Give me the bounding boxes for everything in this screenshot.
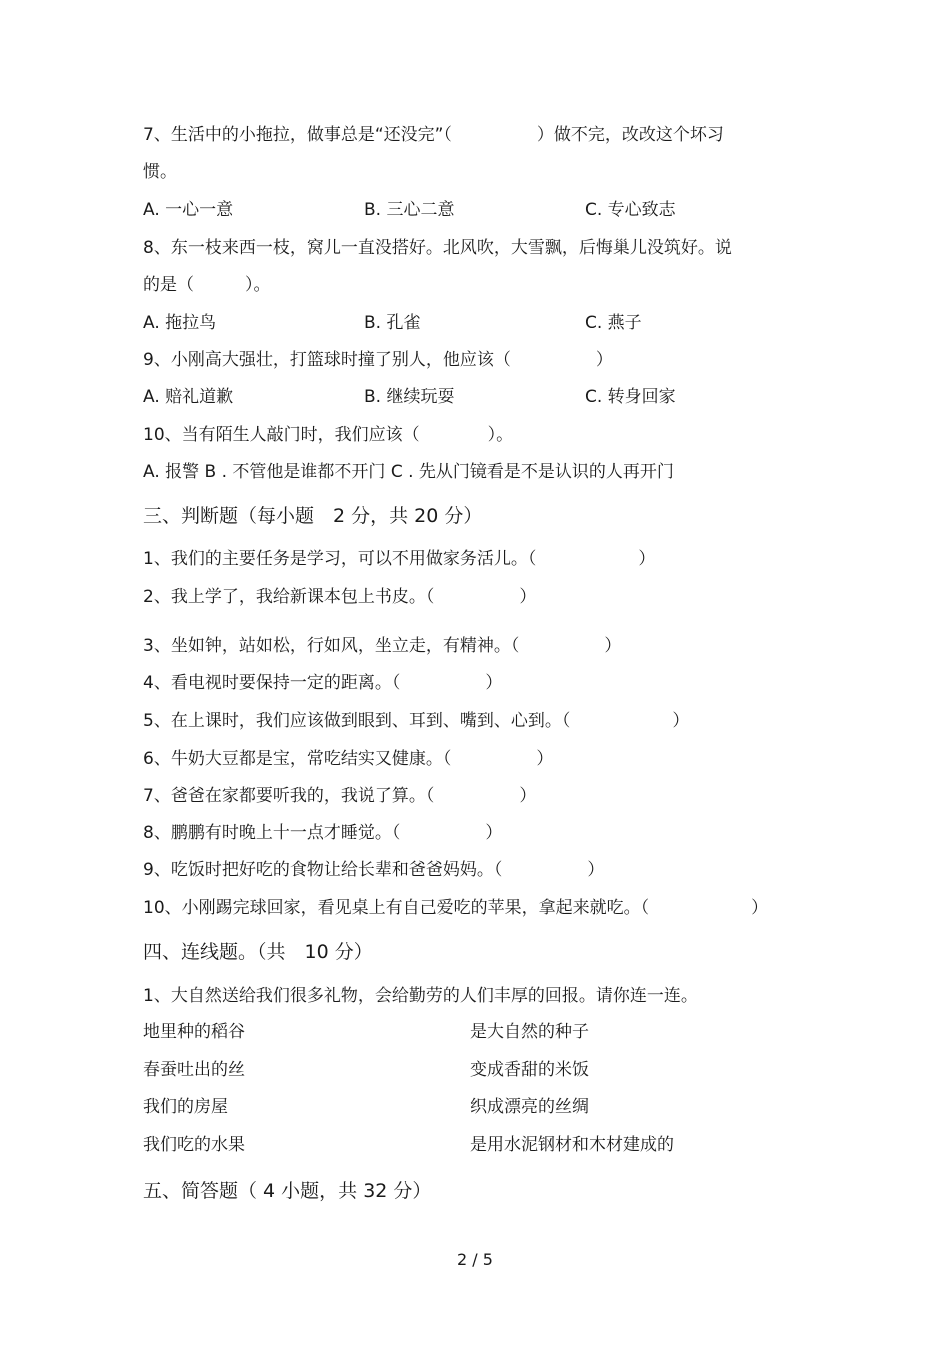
question-7-text: 7、生活中的小拖拉，做事总是“还没完”（ ）做不完，改改这个坏习 bbox=[143, 125, 724, 145]
judge-item-7: 7、爸爸在家都要听我的，我说了算。（ ） bbox=[143, 786, 537, 806]
matching-right-item: 是大自然的种子 bbox=[470, 1022, 589, 1042]
question-9-text: 9、小刚高大强壮，打篮球时撞了别人，他应该（ ） bbox=[143, 350, 613, 370]
matching-prompt: 1、大自然送给我们很多礼物，会给勤劳的人们丰厚的回报。请你连一连。 bbox=[143, 986, 698, 1006]
judge-item-5: 5、在上课时，我们应该做到眼到、耳到、嘴到、心到。（ ） bbox=[143, 711, 690, 731]
question-9-option-a: A. 赔礼道歉 bbox=[143, 387, 234, 407]
question-8-option-b: B. 孔雀 bbox=[364, 313, 421, 333]
judge-item-6: 6、牛奶大豆都是宝，常吃结实又健康。（ ） bbox=[143, 749, 554, 769]
page-number: 2 / 5 bbox=[457, 1250, 493, 1269]
question-8-option-a: A. 拖拉鸟 bbox=[143, 313, 217, 333]
matching-left-item: 春蚕吐出的丝 bbox=[143, 1060, 245, 1080]
question-7-text-cont: 惯。 bbox=[143, 162, 177, 182]
matching-left-item: 我们的房屋 bbox=[143, 1097, 228, 1117]
section-3-heading: 三、判断题（每小题 2 分，共 20 分） bbox=[143, 505, 483, 527]
matching-right-item: 织成漂亮的丝绸 bbox=[470, 1097, 589, 1117]
question-7-option-a: A. 一心一意 bbox=[143, 200, 234, 220]
section-5-heading: 五、简答题（ 4 小题，共 32 分） bbox=[143, 1180, 432, 1202]
judge-item-10: 10、小刚踢完球回家，看见桌上有自己爱吃的苹果，拿起来就吃。（ ） bbox=[143, 898, 769, 918]
question-9-option-c: C. 转身回家 bbox=[585, 387, 676, 407]
question-8-text-cont: 的是（ ）。 bbox=[143, 275, 271, 295]
matching-right-item: 变成香甜的米饭 bbox=[470, 1060, 589, 1080]
question-8-text: 8、东一枝来西一枝，窝儿一直没搭好。北风吹，大雪飘，后悔巢儿没筑好。说 bbox=[143, 238, 732, 258]
judge-item-8: 8、鹏鹏有时晚上十一点才睡觉。（ ） bbox=[143, 823, 503, 843]
judge-item-2: 2、我上学了，我给新课本包上书皮。（ ） bbox=[143, 587, 537, 607]
section-4-heading: 四、连线题。（共 10 分） bbox=[143, 941, 373, 963]
matching-left-item: 我们吃的水果 bbox=[143, 1135, 245, 1155]
question-7-option-c: C. 专心致志 bbox=[585, 200, 676, 220]
judge-item-9: 9、吃饭时把好吃的食物让给长辈和爸爸妈妈。（ ） bbox=[143, 860, 605, 880]
question-10-text: 10、当有陌生人敲门时，我们应该（ ）。 bbox=[143, 425, 514, 445]
matching-left-item: 地里种的稻谷 bbox=[143, 1022, 245, 1042]
matching-right-item: 是用水泥钢材和木材建成的 bbox=[470, 1135, 674, 1155]
judge-item-4: 4、看电视时要保持一定的距离。（ ） bbox=[143, 673, 503, 693]
question-8-option-c: C. 燕子 bbox=[585, 313, 642, 333]
judge-item-1: 1、我们的主要任务是学习，可以不用做家务活儿。（ ） bbox=[143, 549, 656, 569]
question-7-option-b: B. 三心二意 bbox=[364, 200, 455, 220]
question-9-option-b: B. 继续玩耍 bbox=[364, 387, 455, 407]
judge-item-3: 3、坐如钟，站如松，行如风，坐立走，有精神。（ ） bbox=[143, 636, 622, 656]
question-10-options: A. 报警 B . 不管他是谁都不开门 C . 先从门镜看是不是认识的人再开门 bbox=[143, 462, 674, 482]
